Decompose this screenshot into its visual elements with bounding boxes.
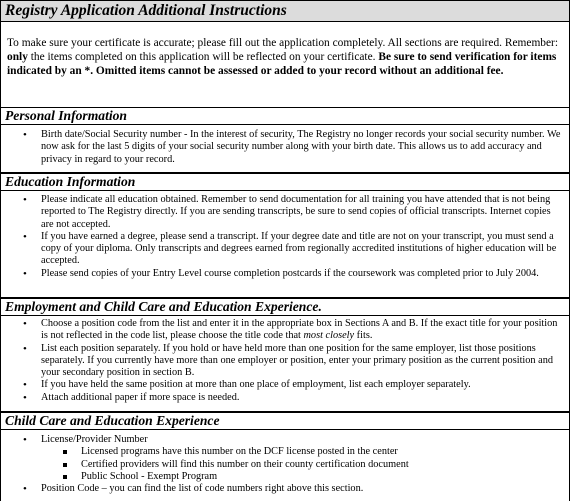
employment-section [0,298,570,412]
personal-information-heading: Personal Information [1,108,569,125]
list-item: • Birth date/Social Security number - In the interest of security, The Registry no longer records your social security number. We now ask for the last 5 digits of your social security number along with your birth date. This allows us to add accuracy and privacy in regard to your record. [1,129,563,166]
intro-text-2: the items completed on this application will be reflected on your certificate. [27,51,379,63]
list-item: • If you have held the same position at more than one place of employment, list each employer separately. [1,379,563,391]
sub-list-item: Public School - Exempt Program [41,471,563,483]
list-item [1,434,563,483]
list-item: • Attach additional paper if more space is needed. [1,392,563,404]
intro-text-1: To make sure your certificate is accurate; please fill out the application completely. All sections are required. Remember: [7,37,559,49]
list-item: • Position Code – you can find the list of code numbers right above this section. [1,483,563,495]
list-item: • If you have earned a degree, please send a transcript. If your degree date and title are not on your transcript, you must send a copy of your diploma. Only transcripts and degrees earned from regionally accredited institutions of higher education will be accepted. [1,231,563,268]
list-item: • List each position separately. If you hold or have held more than one position for the same employer, list those positions separately. If you currently have more than one employer or position, enter your primary position as the current position and your secondary position in section B. [1,343,563,380]
license-sub-list [41,446,563,483]
list-item: • Please indicate all education obtained. Remember to send documentation for all training you have attended that is not being reported to The Registry directly. If you are sending transcripts, be sure to send copies of official transcripts. Internet copies are not accepted. [1,194,563,231]
list-item [1,318,563,343]
education-information-heading: Education Information [1,174,569,191]
child-care-section [0,412,570,501]
intro-only: only [7,51,28,63]
employment-item1-em: most closely [303,330,355,342]
education-information-section [0,173,570,298]
employment-item1-b: fits. [354,330,373,342]
employment-item1-a: Choose a position code from the list and enter it in the appropriate box in Sections A and B. If the exact title for your position is not reflected in the code list, please choose the title code that [41,318,558,342]
sub-list-item: Licensed programs have this number on the DCF license posted in the center [41,446,563,458]
personal-information-section [0,107,570,173]
child-care-heading: Child Care and Education Experience [1,413,569,430]
employment-heading: Employment and Child Care and Education Experience. [1,299,569,316]
sub-list-item: Certified providers will find this number on their county certification document [41,459,563,471]
document-title: Registry Application Additional Instructions [0,0,570,22]
license-label: License/Provider Number [41,434,148,445]
intro-bold-note: Be sure to send verification for items indicated by an *. Omitted items cannot be assessed or added to your record without an additional fee. [7,51,557,77]
list-item: • Please send copies of your Entry Level course completion postcards if the coursework was completed prior to July 2004. [1,268,563,280]
intro-paragraph [0,22,570,107]
